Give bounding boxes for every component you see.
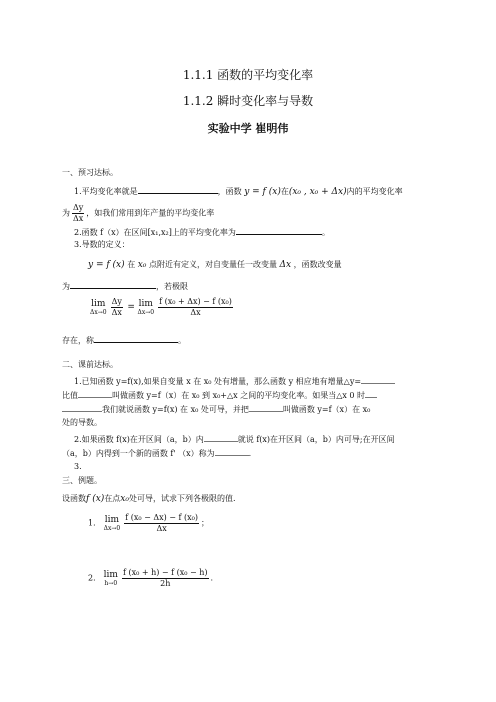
p3-line: 3. bbox=[74, 462, 82, 471]
q1-line bbox=[74, 185, 403, 197]
q3-heading: 3.导数的定义： bbox=[74, 240, 130, 249]
q1-continued bbox=[62, 203, 214, 224]
p1-text-2a: 比值 bbox=[62, 391, 78, 400]
p2-line2 bbox=[62, 448, 251, 459]
q1-frac-den: Δx bbox=[73, 214, 84, 223]
p2-text-2a: （a，b）内得到一个新的函数 f' （x）称为 bbox=[62, 449, 215, 458]
ex2-end: . bbox=[210, 573, 214, 583]
p1-line3 bbox=[62, 404, 370, 415]
q2-blank bbox=[236, 226, 322, 235]
q1-text-b: ，函数 bbox=[217, 187, 242, 196]
p2-blank-2 bbox=[215, 448, 249, 456]
section1-heading: 一、预习达标。 bbox=[62, 168, 118, 177]
ex1-lim bbox=[104, 515, 121, 532]
q3-line3 bbox=[62, 334, 186, 346]
p2-text-2b: . bbox=[248, 449, 252, 458]
section2-heading: 二、课前达标。 bbox=[62, 360, 118, 369]
p1-blank-limit bbox=[365, 390, 377, 398]
q3-text-c: ，函数改变量 bbox=[293, 260, 342, 269]
p1-text-3b: 叫做函数 y=f（x）在 x₀ bbox=[282, 405, 371, 414]
q3-line2 bbox=[62, 280, 188, 292]
intro-x0: x₀ bbox=[120, 494, 129, 504]
q3-text-e: ，若极限 bbox=[156, 282, 188, 291]
q2-text: 2.函数 f（x）在区间[x₁,x₂]上的平均变化率为 bbox=[74, 228, 236, 237]
def-lim1-sub: Δx→0 bbox=[90, 309, 107, 316]
ex1-frac-den: Δx bbox=[156, 524, 167, 533]
def-frac1-den: Δx bbox=[111, 308, 122, 317]
q1-blank bbox=[138, 185, 218, 194]
q1-text-e: 为 bbox=[62, 208, 70, 218]
title-instant-rate: 1.1.2 瞬时变化率与导数 bbox=[182, 94, 314, 108]
q1-interval: (x₀ , x₀ + Δx) bbox=[288, 187, 347, 197]
q1-text-c: 在 bbox=[280, 187, 289, 196]
example-intro bbox=[62, 494, 236, 504]
title-average-rate: 1.1.1 函数的平均变化率 bbox=[182, 68, 314, 82]
ex2-lim-sub: h→0 bbox=[104, 580, 118, 587]
q1-text-f: ，如我们常用到年产量的平均变化率 bbox=[86, 208, 215, 218]
p1-line4: 处的导数。 bbox=[62, 418, 102, 427]
ex1-lim-word: lim bbox=[104, 515, 120, 525]
q1-text-a: 1.平均变化率就是 bbox=[74, 187, 138, 196]
q1-fraction bbox=[72, 203, 84, 224]
q3-x0: x₀ bbox=[137, 260, 147, 270]
p1-blank-value bbox=[249, 404, 283, 412]
q3-blank2 bbox=[94, 334, 178, 343]
def-frac1 bbox=[111, 297, 123, 318]
intro-text-a: 设函数 bbox=[62, 494, 86, 503]
p1-text-1: 1.已知函数 y=f(x),如果自变量 x 在 x₀ 处有增量，那么函数 y 相应地有增量△y= bbox=[74, 377, 362, 386]
p2-blank-1 bbox=[204, 434, 238, 442]
q1-text-d: 内的平均变化率 bbox=[346, 187, 403, 196]
q3-text-f: 存在，称 bbox=[62, 336, 94, 345]
ex2-lim bbox=[104, 570, 118, 587]
def-frac2 bbox=[158, 297, 233, 318]
p1-blank-ratio bbox=[78, 390, 112, 398]
def-lim1 bbox=[90, 299, 107, 316]
def-frac2-den: Δx bbox=[190, 308, 201, 317]
p1-text-3a: 我们就说函数 y=f(x) 在 x₀ 处可导，并把 bbox=[102, 405, 249, 414]
q3-blank1 bbox=[70, 280, 156, 289]
intro-text-c: 处可导，试求下列各极限的值. bbox=[128, 494, 236, 503]
p2-text-1b: 就说 f(x)在开区间（a，b）内可导;在开区间 bbox=[237, 435, 395, 444]
ex2-frac-den: 2h bbox=[160, 579, 171, 588]
def-lim2-word: lim bbox=[138, 299, 153, 309]
def-equals: = bbox=[127, 302, 135, 313]
q1-function: y = f (x) bbox=[244, 187, 281, 197]
q3-text-b: 点附近有定义，对自变量任一改变量 bbox=[148, 260, 277, 269]
derivative-definition bbox=[90, 297, 235, 318]
intro-text-b: 在点 bbox=[104, 494, 121, 503]
ex1-end: ； bbox=[201, 518, 209, 528]
q3-text-g: 。 bbox=[178, 336, 186, 345]
p1-line1 bbox=[74, 376, 395, 387]
p1-line2 bbox=[62, 390, 377, 401]
ex1-frac bbox=[124, 513, 199, 534]
example-2 bbox=[88, 568, 213, 589]
def-lim2-sub: Δx→0 bbox=[137, 309, 155, 316]
author-line: 实验中学 崔明伟 bbox=[207, 122, 289, 135]
p1-blank-exists bbox=[62, 404, 102, 412]
ex2-frac bbox=[122, 568, 209, 589]
intro-fx: f (x) bbox=[86, 494, 105, 504]
q2-line bbox=[74, 226, 330, 238]
p2-line1 bbox=[74, 434, 395, 445]
q2-end: 。 bbox=[321, 228, 330, 237]
p1-text-2b: 叫做函数 y=f（x）在 x₀ 到 x₀+△x 之间的平均变化率。如果当△x 0 时 bbox=[112, 391, 366, 400]
q3-text-d: 为 bbox=[62, 282, 70, 291]
q3-function: y = f (x) bbox=[88, 260, 125, 270]
example-1 bbox=[88, 513, 209, 534]
q1-frac-num: Δy bbox=[73, 203, 84, 212]
p1-blank-dy bbox=[361, 376, 395, 384]
ex2-number: 2． bbox=[88, 573, 102, 583]
ex1-frac-num: f (x₀ − Δx) − f (x₀) bbox=[125, 513, 198, 522]
ex2-lim-word: lim bbox=[103, 570, 118, 580]
def-frac1-num: Δy bbox=[111, 297, 122, 306]
ex2-frac-num: f (x₀ + h) − f (x₀ − h) bbox=[122, 568, 208, 577]
def-lim1-word: lim bbox=[91, 299, 106, 309]
ex1-lim-sub: Δx→0 bbox=[103, 525, 121, 532]
section3-heading: 三、例题。 bbox=[62, 476, 102, 485]
ex1-number: 1． bbox=[88, 518, 102, 528]
def-frac2-num: f (x₀ + Δx) − f (x₀) bbox=[159, 297, 232, 306]
p2-text-1a: 2.如果函数 f(x)在开区间（a，b）内 bbox=[74, 435, 204, 444]
q3-line1 bbox=[88, 260, 342, 270]
q3-text-a: 在 bbox=[127, 260, 136, 269]
def-lim2 bbox=[138, 299, 155, 316]
q3-dx: Δx bbox=[279, 260, 292, 270]
